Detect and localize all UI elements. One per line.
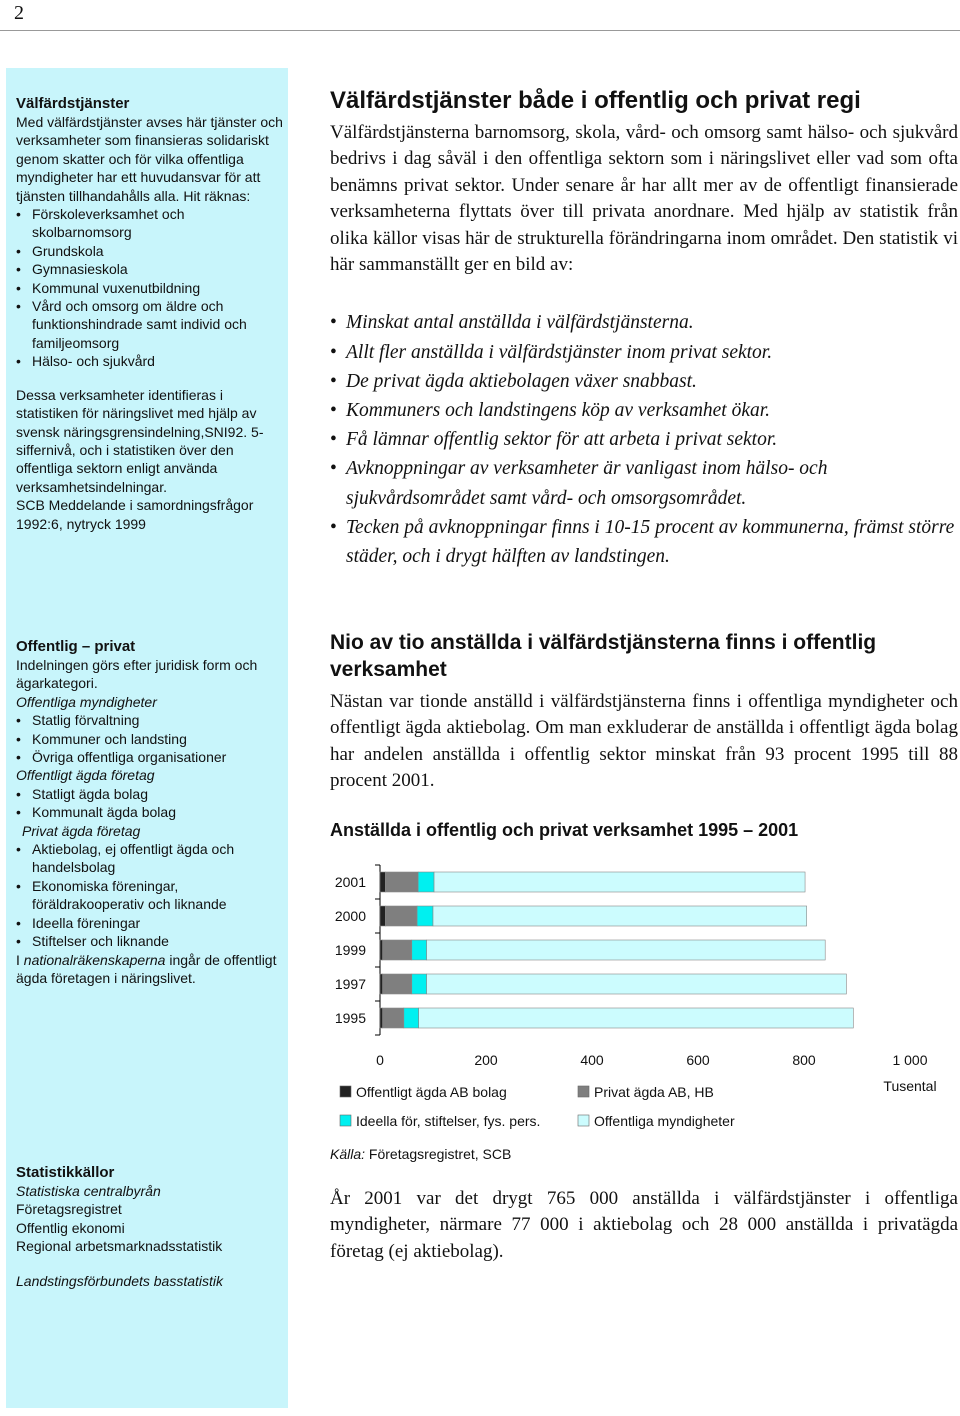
y-tick-label: 1997 [334, 976, 366, 992]
list-item: • Gymnasieskola [16, 260, 284, 278]
legend-label: Privat ägda AB, HB [594, 1084, 714, 1100]
list-item: • Statlig förvaltning [16, 711, 284, 729]
closing-paragraph: År 2001 var det drygt 765 000 anställda i välfärdstjänster i offentliga myndigheter, närmare 77 000 i aktiebolag och 28 000 anställda i privatägda företag (ej aktiebolag). [330, 1188, 958, 1262]
list-item: • Kommuners och landstingens köp av verksamhet ökar. [330, 396, 958, 425]
bar-segment [417, 906, 433, 926]
bar-segment [419, 1008, 854, 1028]
y-tick-label: 1999 [334, 942, 366, 958]
chart-title: Anställda i offentlig och privat verksamhet 1995 – 2001 [330, 820, 799, 840]
category-public-authorities: Offentliga myndigheter [16, 693, 157, 710]
bar-segment [380, 940, 383, 960]
list-item: • Tecken på avknoppningar finns i 10-15 procent av kommunerna, främst större städer, och i drygt hälften av landstingen. [330, 513, 958, 571]
legend-label: Offentligt ägda AB bolag [356, 1084, 507, 1100]
bar-segment [383, 1008, 404, 1028]
x-tick-label: 0 [376, 1052, 384, 1068]
sidebar-welfare-intro: Med välfärdstjänster avses här tjänster och verksamheter som finansieras solidariskt genom skatter och för vilka offentliga myndigheter har ett huvudansvar för att tjänsten tillhandahålls alla. Hit räknas: [16, 114, 283, 204]
sidebar-box-welfare [16, 94, 284, 533]
legend-swatch [340, 1115, 351, 1126]
source-line: Offentlig ekonomi [16, 1219, 125, 1236]
list-item: • Vård och omsorg om äldre och funktionshindrade samt individ och familjeomsorg [16, 297, 284, 352]
y-tick-label: 2000 [334, 908, 366, 924]
bar-segment [412, 940, 427, 960]
legend-swatch [340, 1086, 351, 1097]
list-item: • Stiftelser och liknande [16, 932, 284, 950]
list-item: • Övriga offentliga organisationer [16, 748, 284, 766]
list-item: • Få lämnar offentlig sektor för att arbeta i privat sektor. [330, 425, 958, 454]
sidebar-welfare-list [16, 205, 284, 371]
category-private-companies-list [16, 840, 284, 950]
y-tick-label: 2001 [334, 874, 366, 890]
section-welfare-services [330, 86, 958, 571]
chart-source [330, 1146, 958, 1162]
section-heading: Nio av tio anställda i välfärdstjänsterna finns i offentlig verksamhet [330, 631, 877, 681]
source-text: Företagsregistret, SCB [365, 1146, 512, 1162]
page-number: 2 [14, 2, 24, 24]
employees-chart [330, 850, 960, 1140]
note-national-accounts: nationalräkenskaperna [23, 951, 166, 968]
bar-segment [404, 1008, 419, 1028]
source-line: Företagsregistret [16, 1201, 122, 1218]
sidebar-heading-welfare: Välfärdstjänster [16, 95, 130, 112]
header-rule [0, 30, 960, 31]
list-item: • Ideella föreningar [16, 914, 284, 932]
source-line: Regional arbetsmarknadsstatistik [16, 1238, 223, 1255]
list-item: • Avknoppningar av verksamheter är vanligast inom hälso- och sjukvårdsområdet samt vård- och omsorgsområdet. [330, 454, 958, 512]
x-tick-label: 800 [792, 1052, 816, 1068]
list-item: • Allt fler anställda i välfärdstjänster inom privat sektor. [330, 338, 958, 367]
bar-segment [383, 940, 412, 960]
list-item: • Minskat antal anställda i välfärdstjänsterna. [330, 308, 958, 337]
category-public-authorities-list [16, 711, 284, 766]
section-body: Välfärdstjänsterna barnomsorg, skola, vård- och omsorg samt hälso- och sjukvård bedrivs i dag såväl i den offentliga sektorn som i näringslivet eller vad som ofta benämns privat sektor. Under senare år har allt mer av de offentligt finansierade verksamheterna flyttats över till privata anordnare. Med hjälp av statistik från olika källor visas här de strukturella förändringarna inom området. Den statistik vi här sammanställt ger en bild av: [330, 122, 958, 276]
sidebar-heading-public-private: Offentlig – privat [16, 638, 136, 655]
y-tick-label: 1995 [334, 1010, 366, 1026]
list-item: • Grundskola [16, 242, 284, 260]
bar-segment [412, 974, 427, 994]
sidebar-welfare-sni: Dessa verksamheter identifieras i statistiken för näringslivet med hjälp av svensk näringsgrensindelning,SNI92. 5-siffernivå, och i statistiken över den offentliga sektorn enligt använda verksamhetsindelningar. [16, 386, 264, 495]
list-item: • Kommunal vuxenutbildning [16, 279, 284, 297]
x-tick-label: 400 [580, 1052, 604, 1068]
legend-swatch [578, 1115, 589, 1126]
note-prefix: I [16, 951, 24, 968]
sidebar-welfare-reference: SCB Meddelande i samordningsfrågor 1992:6, nytryck 1999 [16, 497, 254, 532]
category-private-companies: Privat ägda företag [22, 822, 141, 839]
bar-segment [385, 872, 418, 892]
section-public-share [330, 629, 958, 795]
bar-segment [418, 872, 434, 892]
category-public-companies: Offentligt ägda företag [16, 767, 155, 784]
bar-segment [434, 872, 805, 892]
source-label: Källa: [330, 1146, 366, 1162]
bar-segment [433, 906, 807, 926]
sidebar-box-public-private [16, 637, 284, 987]
list-item: • Förskoleverksamhet och skolbarnomsorg [16, 205, 284, 242]
bar-segment [380, 974, 383, 994]
section-body: Nästan var tionde anställd i välfärdstjänsterna finns i offentliga myndigheter och offentligt ägda aktiebolag. Om man exkluderar de anställda i offentligt ägda bolag har andelen anställda i offentlig sektor minskat från 93 procent 1995 till 88 procent 2001. [330, 691, 958, 792]
note-suffix: ingår de offentligt ägda företagen i näringslivet. [16, 951, 277, 986]
bar-segment [427, 974, 847, 994]
sidebar-public-private-intro: Indelningen görs efter juridisk form och ägarkategori. [16, 657, 258, 692]
x-unit-label: Tusental [883, 1078, 937, 1094]
bar-segment [380, 872, 385, 892]
category-public-companies-list [16, 785, 284, 822]
section-heading: Välfärdstjänster både i offentlig och privat regi [330, 87, 861, 114]
x-tick-label: 200 [474, 1052, 498, 1068]
x-tick-label: 1 000 [892, 1052, 928, 1068]
source-line: Statistiska centralbyrån [16, 1183, 161, 1199]
bar-segment [385, 906, 417, 926]
sidebar-heading-sources: Statistikkällor [16, 1164, 115, 1181]
legend-label: Ideella för, stiftelser, fys. pers. [356, 1113, 541, 1129]
findings-list [330, 308, 958, 571]
list-item: • Hälso- och sjukvård [16, 352, 284, 370]
list-item: • Statligt ägda bolag [16, 785, 284, 803]
bar-segment [427, 940, 826, 960]
bar-segment [380, 906, 385, 926]
sidebar-box-sources [16, 1163, 284, 1290]
list-item: • Kommunalt ägda bolag [16, 803, 284, 821]
bar-segment [383, 974, 412, 994]
x-tick-label: 600 [686, 1052, 710, 1068]
legend-label: Offentliga myndigheter [594, 1113, 735, 1129]
list-item: • Ekonomiska föreningar, föräldrakooperativ och liknande [16, 877, 284, 914]
sidebar-national-accounts-note [16, 951, 284, 988]
source-line: Landstingsförbundets basstatistik [16, 1272, 224, 1289]
legend-swatch [578, 1086, 589, 1097]
list-item: • Aktiebolag, ej offentligt ägda och handelsbolag [16, 840, 284, 877]
bar-segment [380, 1008, 383, 1028]
list-item: • Kommuner och landsting [16, 730, 284, 748]
list-item: • De privat ägda aktiebolagen växer snabbast. [330, 367, 958, 396]
